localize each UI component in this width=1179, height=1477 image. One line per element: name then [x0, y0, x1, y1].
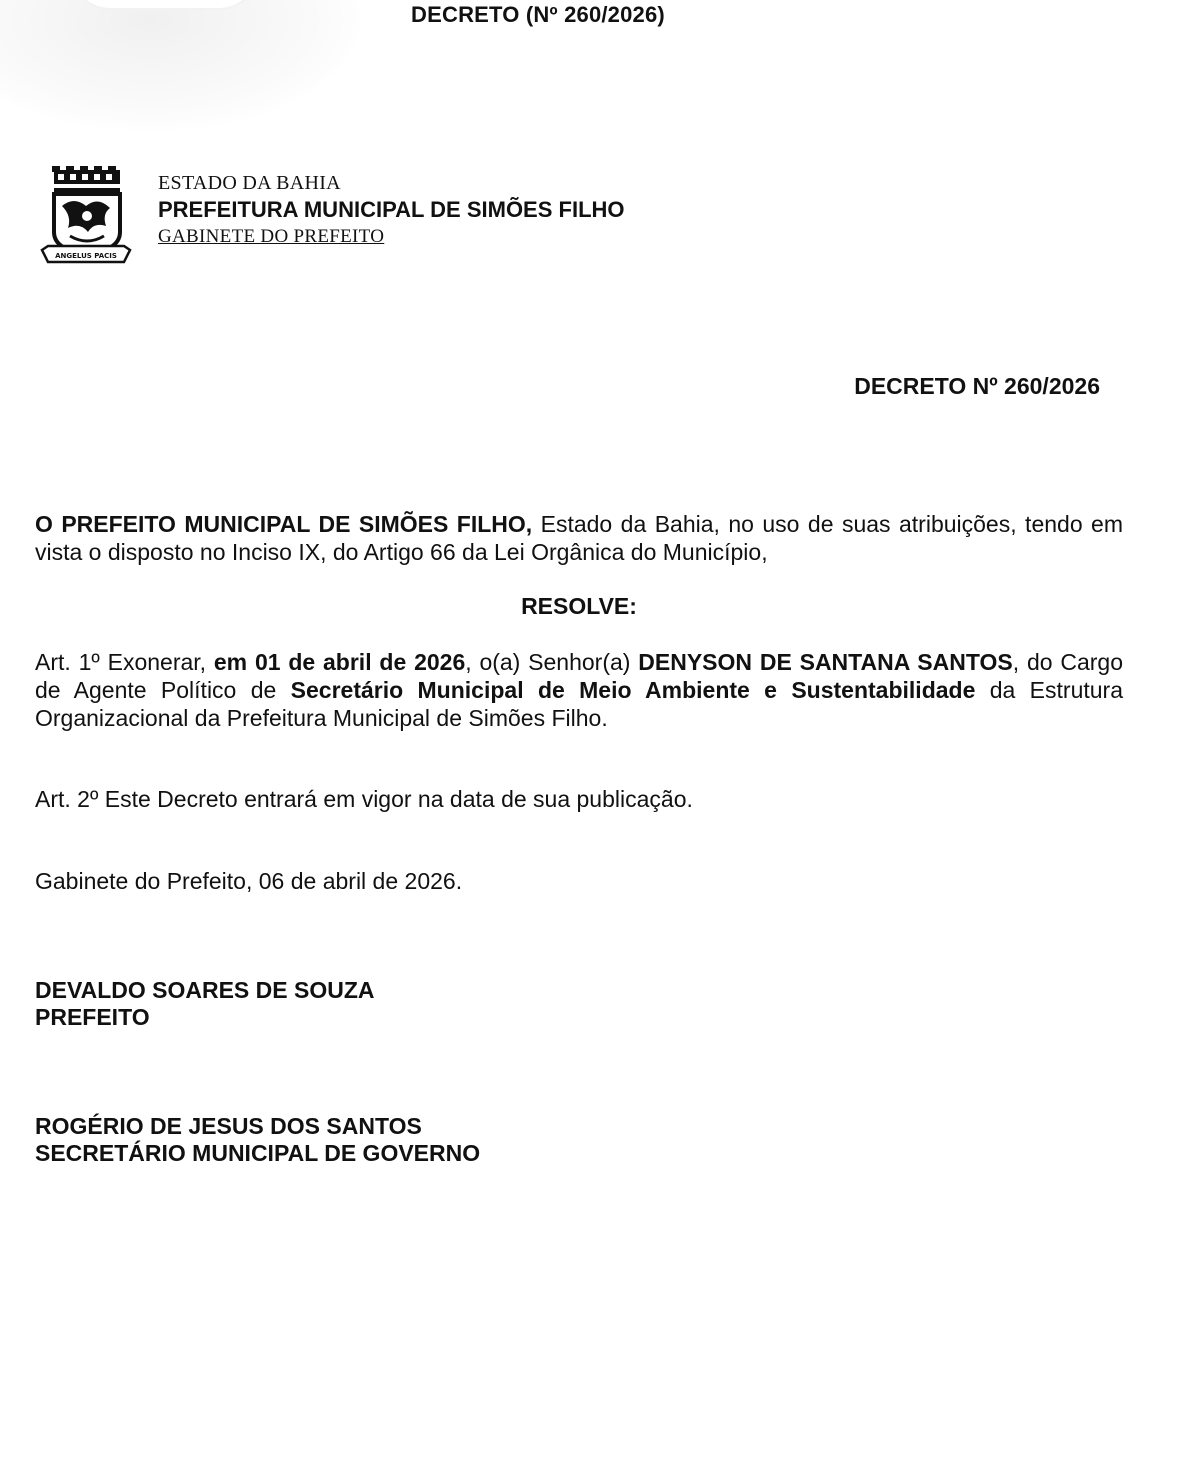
- signature-mayor: [35, 977, 375, 1031]
- article-1-post: Secretário Municipal de Meio Ambiente e Sustentabilidade: [290, 677, 976, 703]
- signature-role: SECRETÁRIO MUNICIPAL DE GOVERNO: [35, 1140, 481, 1166]
- signature-role: PREFEITO: [35, 1004, 150, 1030]
- article-1-name: DENYSON DE SANTANA SANTOS: [638, 649, 1013, 675]
- top-title: DECRETO (Nº 260/2026): [411, 2, 665, 27]
- article-1-part1: Art. 1º Exonerar,: [35, 649, 214, 675]
- article-1-date: em 01 de abril de 2026: [213, 649, 466, 675]
- signature-name: ROGÉRIO DE JESUS DOS SANTOS: [35, 1113, 422, 1139]
- letterhead: [158, 171, 625, 249]
- svg-text:ANGELUS PACIS: ANGELUS PACIS: [55, 252, 117, 260]
- article-1-part4: da Estrutura Organizacional da Prefeitura Municipal de Simões Filho.: [35, 677, 1123, 731]
- article-2: Art. 2º Este Decreto entrará em vigor na data de sua publicação.: [35, 786, 693, 812]
- preamble-text: Estado da Bahia, no uso de suas atribuições, tendo em vista o disposto no Inciso IX, do Artigo 66 da Lei Orgânica do Município,: [35, 511, 1124, 565]
- place-date: Gabinete do Prefeito, 06 de abril de 2026.: [35, 868, 463, 894]
- preamble: [35, 510, 1123, 566]
- article-1-part3: , do Cargo de Agente Político de: [35, 649, 1123, 703]
- signature-secretary: [35, 1113, 480, 1167]
- header-office: GABINETE DO PREFEITO: [158, 226, 385, 247]
- article-1: [35, 648, 1123, 732]
- municipal-crest-icon: [40, 166, 132, 270]
- resolve-heading: RESOLVE:: [521, 593, 637, 619]
- header-state: ESTADO DA BAHIA: [158, 172, 341, 194]
- header-prefecture: PREFEITURA MUNICIPAL DE SIMÕES FILHO: [158, 197, 625, 222]
- article-1-part2: , o(a) Senhor(a): [465, 649, 639, 675]
- preamble-lead: O PREFEITO MUNICIPAL DE SIMÕES FILHO,: [35, 511, 533, 537]
- signature-name: DEVALDO SOARES DE SOUZA: [35, 977, 375, 1003]
- decree-number: DECRETO Nº 260/2026: [854, 373, 1100, 399]
